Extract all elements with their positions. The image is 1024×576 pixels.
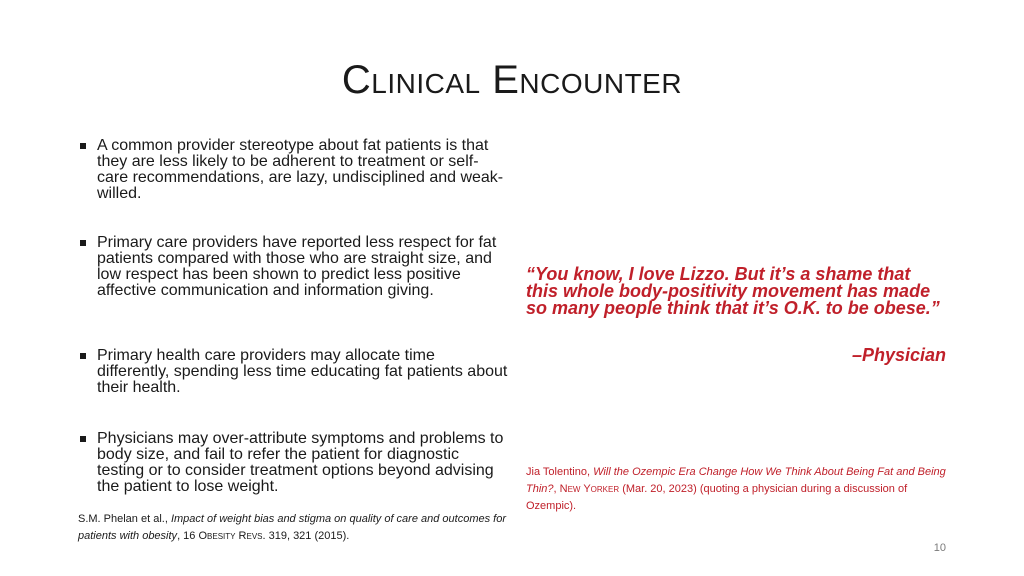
citation-separator: , — [553, 483, 560, 495]
quote-attribution: –Physician — [851, 345, 946, 365]
bullet-text: Primary health care providers may allocate time differently, spending less time educating fat patients about their health. — [97, 347, 508, 396]
bullet-text: Physicians may over-attribute symptoms and problems to body size, and fail to refer the patient for diagnostic testing or to consider treatment options beyond advising the patient to lose weight. — [97, 430, 504, 495]
page-number: 10 — [933, 542, 946, 554]
citation-author: Jia Tolentino, — [526, 466, 594, 478]
bullet-square-icon — [80, 353, 86, 359]
bullet-item — [78, 348, 508, 396]
bullet-text: Primary care providers have reported less respect for fat patients compared with those who are straight size, and low respect has been shown to predict less positive affective communication and information giving. — [97, 234, 497, 299]
citation-details: (Mar. 20, 2023) (quoting a physician during a discussion of Ozempic). — [526, 483, 908, 512]
bullet-square-icon — [80, 436, 86, 442]
citation-authors: S.M. Phelan et al., — [78, 513, 171, 525]
citation-title: Impact of weight bias and stigma on quality of care and outcomes for patients with obesity — [78, 513, 507, 542]
bullet-item — [78, 431, 508, 495]
citation-pages: 319, 321 (2015). — [265, 530, 350, 542]
bullet-item — [78, 235, 508, 299]
bullet-item — [78, 138, 508, 202]
citation-volume: , 16 — [177, 530, 199, 542]
slide-title: Clinical Encounter — [341, 58, 683, 102]
bullet-square-icon — [80, 143, 86, 149]
right-citation — [526, 464, 956, 515]
citation-publication: New Yorker — [559, 483, 620, 495]
citation-title: Will the Ozempic Era Change How We Think About Being Fat and Being Thin? — [526, 466, 946, 495]
bullet-text: A common provider stereotype about fat patients is that they are less likely to be adherent to treatment or self-care recommendations, are lazy, undisciplined and weak-willed. — [97, 137, 504, 202]
citation-journal: Obesity Revs. — [198, 530, 266, 542]
left-citation — [78, 511, 518, 545]
bullet-square-icon — [80, 240, 86, 246]
physician-quote: “You know, I love Lizzo. But it’s a shame that this whole body-positivity movement has made so many people think that it’s O.K. to be obese.” — [526, 264, 940, 318]
